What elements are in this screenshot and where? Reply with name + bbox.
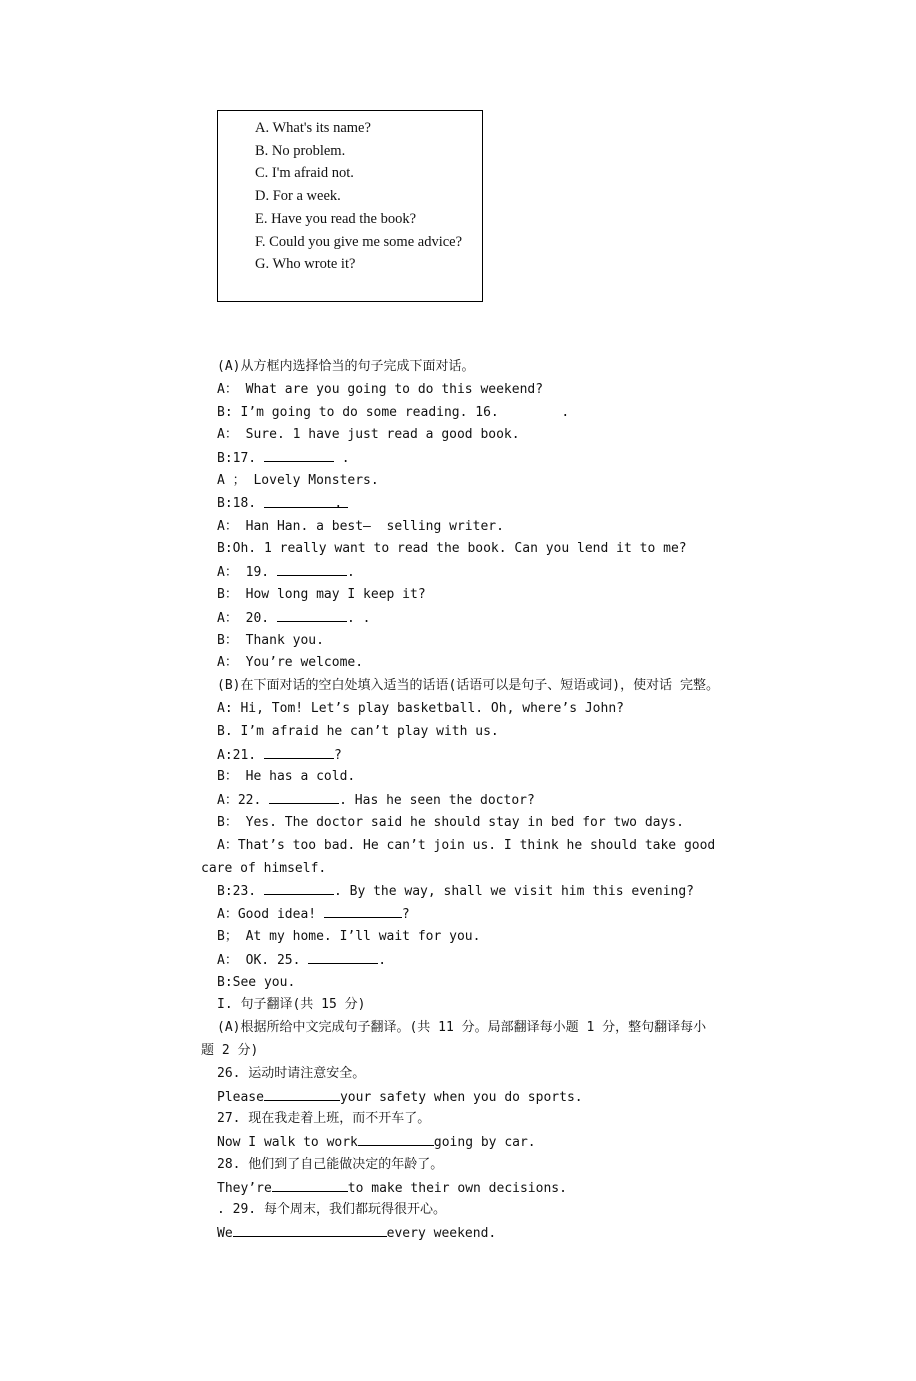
answer-line <box>201 1222 721 1245</box>
dialogue-line <box>201 903 721 926</box>
dialogue-line: A： Han Han. a best— selling writer. <box>217 518 504 534</box>
line-text: A： 19. <box>217 565 277 581</box>
dialogue-line: B. I’m afraid he can’t play with us. <box>217 723 499 739</box>
answer-blank-26 <box>264 1086 340 1101</box>
line-text: B:18. <box>217 495 264 511</box>
dialogue-line <box>201 607 721 630</box>
dialogue-line: A： What are you going to do this weekend? <box>217 381 544 397</box>
dialogue-line: A： Sure. 1 have just read a good book. <box>217 427 520 443</box>
line-text: going by car. <box>433 1135 536 1151</box>
question-29: . 29. 每个周末，我们都玩得很开心。 <box>217 1202 446 1218</box>
answer-blank-28 <box>272 1177 348 1192</box>
dialogue-line: B:See you. <box>217 974 296 990</box>
answer-line <box>201 1177 721 1200</box>
part-b-heading: (B)在下面对话的空白处填入适当的话语(话语可以是句子、短语或词)，使对话 完整。 <box>217 678 719 694</box>
answer-blank-20 <box>277 607 347 622</box>
part-a-heading: (A)从方框内选择恰当的句子完成下面对话。 <box>217 359 475 374</box>
option-g: G. Who wrote it? <box>255 256 356 272</box>
question-26: 26. 运动时请注意安全。 <box>217 1065 366 1081</box>
line-text: . By the way, shall we visit him this evening? <box>333 884 694 900</box>
dialogue-line <box>201 880 721 903</box>
option-e: E. Have you read the book? <box>255 211 417 227</box>
line-text: every weekend. <box>386 1226 497 1242</box>
line-text: to make their own decisions. <box>347 1180 567 1196</box>
dialogue-line <box>201 447 721 470</box>
options-box <box>217 110 483 302</box>
dialogue-line: B： Yes. The doctor said he should stay in bed for two days. <box>217 814 684 830</box>
dialogue-line: A： You’re welcome. <box>217 655 364 671</box>
dialogue-line: A: Hi, Tom! Let’s play basketball. Oh, where’s John? <box>217 700 624 716</box>
line-text: . <box>346 565 355 581</box>
dialogue-line <box>201 493 721 516</box>
line-text: ? <box>333 747 342 763</box>
dialogue-line <box>201 949 721 972</box>
dialogue-line: B； At my home. I’ll wait for you. <box>217 928 481 944</box>
section-heading: I. 句子翻译(共 15 分) <box>217 997 366 1013</box>
section-instructions: (A)根据所给中文完成句子翻译。(共 11 分。局部翻译每小题 1 分，整句翻译每小 题 2 分) <box>201 1020 707 1058</box>
answer-blank-27 <box>358 1131 434 1146</box>
dialogue-line: B： He has a cold. <box>217 769 356 785</box>
question-27: 27. 现在我走着上班，而不开车了。 <box>217 1111 431 1127</box>
answer-blank-17 <box>264 447 334 462</box>
dialogue-line: B:Oh. 1 really want to read the book. Can you lend it to me? <box>217 541 687 557</box>
option-f: F. Could you give me some advice? <box>255 234 463 250</box>
answer-blank-18: . <box>264 493 348 508</box>
line-text: Please <box>217 1089 264 1105</box>
line-text: They’re <box>217 1180 272 1196</box>
answer-line <box>201 1086 721 1109</box>
line-text: A:21. <box>217 747 264 763</box>
answer-blank-23 <box>264 880 334 895</box>
answer-blank-22 <box>269 789 339 804</box>
dialogue-line: B： How long may I keep it? <box>217 586 426 602</box>
dialogue-line <box>201 561 721 584</box>
answer-line <box>201 1131 721 1154</box>
option-d: D. For a week. <box>255 188 341 204</box>
dialogue-line <box>201 744 721 767</box>
dialogue-line <box>201 789 721 812</box>
dialogue-line: A ； Lovely Monsters. <box>217 472 379 488</box>
line-text: A：Good idea! <box>217 907 324 923</box>
option-b: B. No problem. <box>255 143 346 159</box>
question-28: 28. 他们到了自己能做决定的年龄了。 <box>217 1156 444 1172</box>
document-body <box>201 356 721 1245</box>
line-text: Now I walk to work <box>217 1135 358 1151</box>
dialogue-line: B: I’m going to do some reading. 16. . <box>217 404 570 420</box>
answer-blank-19 <box>277 561 347 576</box>
answer-blank-29 <box>233 1222 387 1237</box>
line-text: . Has he seen the doctor? <box>339 793 535 809</box>
answer-blank-24 <box>324 903 402 918</box>
line-text: We <box>217 1226 233 1242</box>
option-a: A. What's its name? <box>255 120 371 136</box>
dialogue-line: A：That’s too bad. He can’t join us. I think he should take good care of himself. <box>201 837 716 876</box>
line-text: B:17. <box>217 451 264 467</box>
line-text: B:23. <box>217 884 264 900</box>
line-text: . <box>333 451 350 467</box>
line-text: your safety when you do sports. <box>339 1089 583 1105</box>
answer-blank-25 <box>308 949 378 964</box>
line-text: ? <box>401 907 410 923</box>
line-text: . <box>378 952 387 968</box>
line-text: A：22. <box>217 793 270 809</box>
answer-blank-21 <box>264 744 334 759</box>
dialogue-line: B： Thank you. <box>217 632 324 648</box>
line-text: . . <box>346 610 371 626</box>
line-text: A： 20. <box>217 610 277 626</box>
line-text: A： OK. 25. <box>217 952 309 968</box>
option-c: C. I'm afraid not. <box>255 165 354 181</box>
